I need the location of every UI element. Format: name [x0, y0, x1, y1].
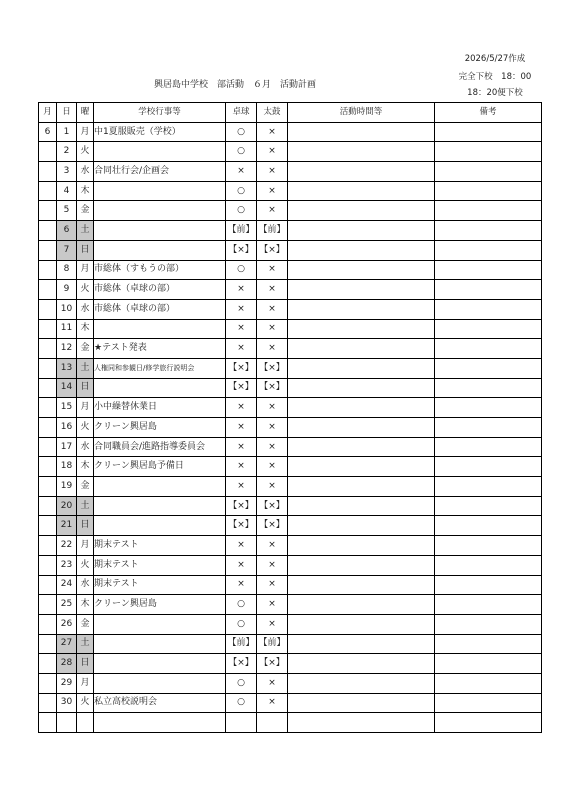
notes-cell	[435, 142, 542, 162]
taiko-cell: ×	[257, 122, 288, 142]
day-cell: 17	[57, 437, 77, 457]
notes-cell	[435, 378, 542, 398]
notes-cell	[435, 418, 542, 438]
month-cell	[39, 240, 57, 260]
day-cell: 9	[57, 280, 77, 300]
taiko-cell: ×	[257, 319, 288, 339]
weekday-cell: 木	[77, 319, 94, 339]
taiko-cell: ×	[257, 418, 288, 438]
table-row	[39, 536, 542, 556]
notes-cell	[435, 457, 542, 477]
activity-time-cell	[288, 673, 435, 693]
activity-time-cell	[288, 595, 435, 615]
event-cell	[94, 673, 226, 693]
taiko-cell: ×	[257, 536, 288, 556]
table-tennis-cell: 【×】	[226, 358, 257, 378]
table-tennis-cell: 【×】	[226, 516, 257, 536]
activity-time-cell	[288, 654, 435, 674]
event-cell	[94, 654, 226, 674]
weekday-cell: 水	[77, 162, 94, 182]
day-cell: 1	[57, 122, 77, 142]
taiko-cell: ×	[257, 477, 288, 497]
col-header-school-events: 学校行事等	[94, 103, 226, 123]
table-row	[39, 240, 542, 260]
day-cell: 25	[57, 595, 77, 615]
table-tennis-cell: ×	[226, 162, 257, 182]
table-row	[39, 673, 542, 693]
activity-time-cell	[288, 634, 435, 654]
weekday-cell: 火	[77, 142, 94, 162]
weekday-cell: 土	[77, 496, 94, 516]
table-tennis-cell: ×	[226, 418, 257, 438]
weekday-cell: 金	[77, 477, 94, 497]
activity-time-cell	[288, 614, 435, 634]
col-header-notes: 備考	[435, 103, 542, 123]
activity-time-cell	[288, 516, 435, 536]
day-cell: 20	[57, 496, 77, 516]
activity-time-cell	[288, 398, 435, 418]
col-header-day: 日	[57, 103, 77, 123]
weekday-cell: 木	[77, 181, 94, 201]
table-row	[39, 280, 542, 300]
month-cell	[39, 319, 57, 339]
table-tennis-cell: ○	[226, 201, 257, 221]
event-cell	[94, 614, 226, 634]
col-header-table-tennis: 卓球	[226, 103, 257, 123]
table-row	[39, 595, 542, 615]
month-cell	[39, 654, 57, 674]
table-row	[39, 358, 542, 378]
table-tennis-cell: ×	[226, 536, 257, 556]
activity-time-cell	[288, 536, 435, 556]
event-cell: クリーン興居島	[94, 595, 226, 615]
month-cell	[39, 536, 57, 556]
table-tennis-cell: 【×】	[226, 240, 257, 260]
table-tennis-cell: ○	[226, 693, 257, 713]
activity-time-cell	[288, 260, 435, 280]
table-tennis-cell: ×	[226, 477, 257, 497]
day-cell: 26	[57, 614, 77, 634]
day-cell: 3	[57, 162, 77, 182]
month-cell	[39, 221, 57, 241]
day-cell: 30	[57, 693, 77, 713]
activity-time-cell	[288, 240, 435, 260]
month-cell	[39, 398, 57, 418]
event-cell: 合同職員会/進路指導委員会	[94, 437, 226, 457]
taiko-cell: ×	[257, 595, 288, 615]
taiko-cell: ×	[257, 673, 288, 693]
table-tennis-cell: ○	[226, 142, 257, 162]
event-cell: 期末テスト	[94, 555, 226, 575]
table-tennis-cell: ×	[226, 457, 257, 477]
event-cell	[94, 240, 226, 260]
event-cell: 中1夏服販売（学校）	[94, 122, 226, 142]
notes-cell	[435, 496, 542, 516]
table-row	[39, 634, 542, 654]
activity-time-cell	[288, 437, 435, 457]
table-row	[39, 418, 542, 438]
month-cell	[39, 280, 57, 300]
taiko-cell: 【×】	[257, 378, 288, 398]
activity-time-cell	[288, 418, 435, 438]
taiko-cell: ×	[257, 181, 288, 201]
month-cell	[39, 693, 57, 713]
event-cell	[94, 319, 226, 339]
day-cell: 28	[57, 654, 77, 674]
taiko-cell: ×	[257, 398, 288, 418]
notes-cell	[435, 575, 542, 595]
month-cell	[39, 260, 57, 280]
table-row	[39, 201, 542, 221]
table-tennis-cell: ×	[226, 339, 257, 359]
col-header-activity-time: 活動時間等	[288, 103, 435, 123]
activity-time-cell	[288, 319, 435, 339]
weekday-cell: 土	[77, 634, 94, 654]
weekday-cell: 火	[77, 555, 94, 575]
blank-cell	[435, 713, 542, 733]
weekday-cell: 土	[77, 221, 94, 241]
table-tennis-cell: ○	[226, 673, 257, 693]
table-tennis-cell: ×	[226, 437, 257, 457]
weekday-cell: 日	[77, 654, 94, 674]
schedule-table	[38, 102, 542, 733]
table-row-blank	[39, 713, 542, 733]
day-cell: 5	[57, 201, 77, 221]
notes-cell	[435, 536, 542, 556]
col-header-month: 月	[39, 103, 57, 123]
month-cell	[39, 358, 57, 378]
table-tennis-cell: ×	[226, 398, 257, 418]
month-cell	[39, 418, 57, 438]
weekday-cell: 土	[77, 358, 94, 378]
activity-time-cell	[288, 477, 435, 497]
table-tennis-cell: ×	[226, 319, 257, 339]
page-title: 興居島中学校 部活動 ６月 活動計画	[153, 80, 316, 90]
activity-time-cell	[288, 142, 435, 162]
weekday-cell: 金	[77, 614, 94, 634]
activity-time-cell	[288, 201, 435, 221]
month-cell	[39, 437, 57, 457]
table-row	[39, 142, 542, 162]
event-cell	[94, 477, 226, 497]
event-cell	[94, 634, 226, 654]
table-tennis-cell: ○	[226, 122, 257, 142]
day-cell: 12	[57, 339, 77, 359]
notes-cell	[435, 240, 542, 260]
table-row	[39, 575, 542, 595]
blank-cell	[77, 713, 94, 733]
weekday-cell: 金	[77, 201, 94, 221]
activity-time-cell	[288, 358, 435, 378]
table-tennis-cell: ×	[226, 555, 257, 575]
notes-cell	[435, 221, 542, 241]
schedule-body	[39, 122, 542, 732]
table-row	[39, 398, 542, 418]
month-cell	[39, 339, 57, 359]
table-row	[39, 181, 542, 201]
taiko-cell: 【前】	[257, 634, 288, 654]
table-row	[39, 516, 542, 536]
weekday-cell: 月	[77, 673, 94, 693]
taiko-cell: ×	[257, 437, 288, 457]
month-cell	[39, 477, 57, 497]
day-cell: 11	[57, 319, 77, 339]
table-row	[39, 260, 542, 280]
table-tennis-cell: 【×】	[226, 378, 257, 398]
table-tennis-cell: ○	[226, 614, 257, 634]
day-cell: 8	[57, 260, 77, 280]
notes-cell	[435, 260, 542, 280]
event-cell: 合同壮行会/企画会	[94, 162, 226, 182]
table-tennis-cell: ×	[226, 575, 257, 595]
col-header-taiko: 太鼓	[257, 103, 288, 123]
weekday-cell: 火	[77, 418, 94, 438]
month-cell	[39, 378, 57, 398]
notes-cell	[435, 162, 542, 182]
blank-cell	[94, 713, 226, 733]
event-cell: 市総体（卓球の部）	[94, 299, 226, 319]
activity-time-cell	[288, 575, 435, 595]
day-cell: 27	[57, 634, 77, 654]
day-cell: 16	[57, 418, 77, 438]
day-cell: 21	[57, 516, 77, 536]
day-cell: 19	[57, 477, 77, 497]
departure-time-1: 完全下校 18：00	[458, 72, 532, 82]
table-tennis-cell: 【×】	[226, 496, 257, 516]
activity-time-cell	[288, 162, 435, 182]
month-cell	[39, 634, 57, 654]
table-row	[39, 555, 542, 575]
weekday-cell: 月	[77, 536, 94, 556]
taiko-cell: ×	[257, 614, 288, 634]
table-row	[39, 614, 542, 634]
activity-time-cell	[288, 339, 435, 359]
taiko-cell: ×	[257, 457, 288, 477]
notes-cell	[435, 339, 542, 359]
month-cell	[39, 299, 57, 319]
notes-cell	[435, 654, 542, 674]
table-row	[39, 162, 542, 182]
taiko-cell: 【×】	[257, 358, 288, 378]
table-row	[39, 319, 542, 339]
table-tennis-cell: ○	[226, 260, 257, 280]
weekday-cell: 火	[77, 280, 94, 300]
month-cell	[39, 575, 57, 595]
event-cell: 市総体（すもうの部）	[94, 260, 226, 280]
day-cell: 23	[57, 555, 77, 575]
month-cell	[39, 181, 57, 201]
month-cell: 6	[39, 122, 57, 142]
event-cell	[94, 378, 226, 398]
table-row	[39, 299, 542, 319]
notes-cell	[435, 319, 542, 339]
day-cell: 4	[57, 181, 77, 201]
event-cell: 小中繰替休業日	[94, 398, 226, 418]
event-cell	[94, 181, 226, 201]
table-tennis-cell: ○	[226, 595, 257, 615]
col-header-weekday: 曜	[77, 103, 94, 123]
notes-cell	[435, 280, 542, 300]
blank-cell	[57, 713, 77, 733]
activity-time-cell	[288, 378, 435, 398]
activity-time-cell	[288, 496, 435, 516]
event-cell: クリーン興居島予備日	[94, 457, 226, 477]
event-cell: ★テスト発表	[94, 339, 226, 359]
created-date: 2026/5/27作成	[464, 54, 526, 64]
event-cell: クリーン興居島	[94, 418, 226, 438]
weekday-cell: 木	[77, 457, 94, 477]
table-row	[39, 221, 542, 241]
event-cell: 期末テスト	[94, 536, 226, 556]
weekday-cell: 日	[77, 516, 94, 536]
notes-cell	[435, 477, 542, 497]
activity-time-cell	[288, 299, 435, 319]
table-row	[39, 693, 542, 713]
weekday-cell: 月	[77, 122, 94, 142]
blank-cell	[39, 713, 57, 733]
taiko-cell: ×	[257, 693, 288, 713]
notes-cell	[435, 673, 542, 693]
notes-cell	[435, 516, 542, 536]
month-cell	[39, 142, 57, 162]
taiko-cell: ×	[257, 299, 288, 319]
month-cell	[39, 673, 57, 693]
month-cell	[39, 614, 57, 634]
taiko-cell: 【×】	[257, 654, 288, 674]
departure-time-2: 18：20便下校	[467, 88, 523, 98]
month-cell	[39, 516, 57, 536]
day-cell: 7	[57, 240, 77, 260]
month-cell	[39, 457, 57, 477]
event-cell	[94, 516, 226, 536]
activity-time-cell	[288, 221, 435, 241]
table-row	[39, 477, 542, 497]
day-cell: 6	[57, 221, 77, 241]
table-tennis-cell: ×	[226, 299, 257, 319]
event-cell: 私立高校説明会	[94, 693, 226, 713]
table-tennis-cell: 【前】	[226, 634, 257, 654]
taiko-cell: ×	[257, 201, 288, 221]
day-cell: 10	[57, 299, 77, 319]
table-row	[39, 122, 542, 142]
taiko-cell: ×	[257, 280, 288, 300]
taiko-cell: ×	[257, 260, 288, 280]
activity-time-cell	[288, 122, 435, 142]
month-cell	[39, 555, 57, 575]
notes-cell	[435, 634, 542, 654]
notes-cell	[435, 614, 542, 634]
taiko-cell: ×	[257, 575, 288, 595]
day-cell: 14	[57, 378, 77, 398]
month-cell	[39, 162, 57, 182]
weekday-cell: 月	[77, 260, 94, 280]
table-row	[39, 496, 542, 516]
table-row	[39, 378, 542, 398]
event-cell	[94, 496, 226, 516]
taiko-cell: 【×】	[257, 496, 288, 516]
taiko-cell: 【×】	[257, 240, 288, 260]
activity-time-cell	[288, 457, 435, 477]
event-cell: 人権同和参観日/修学旅行説明会	[94, 358, 226, 378]
weekday-cell: 水	[77, 437, 94, 457]
blank-cell	[257, 713, 288, 733]
notes-cell	[435, 437, 542, 457]
taiko-cell: ×	[257, 162, 288, 182]
activity-time-cell	[288, 280, 435, 300]
notes-cell	[435, 122, 542, 142]
day-cell: 22	[57, 536, 77, 556]
weekday-cell: 木	[77, 595, 94, 615]
event-cell	[94, 201, 226, 221]
activity-time-cell	[288, 693, 435, 713]
notes-cell	[435, 299, 542, 319]
weekday-cell: 日	[77, 378, 94, 398]
notes-cell	[435, 358, 542, 378]
day-cell: 29	[57, 673, 77, 693]
day-cell: 18	[57, 457, 77, 477]
day-cell: 2	[57, 142, 77, 162]
event-cell: 市総体（卓球の部）	[94, 280, 226, 300]
table-tennis-cell: ×	[226, 280, 257, 300]
day-cell: 24	[57, 575, 77, 595]
day-cell: 13	[57, 358, 77, 378]
weekday-cell: 水	[77, 575, 94, 595]
weekday-cell: 月	[77, 398, 94, 418]
blank-cell	[226, 713, 257, 733]
month-cell	[39, 595, 57, 615]
table-tennis-cell: ○	[226, 181, 257, 201]
taiko-cell: ×	[257, 555, 288, 575]
taiko-cell: 【前】	[257, 221, 288, 241]
header-row	[39, 103, 542, 123]
taiko-cell: 【×】	[257, 516, 288, 536]
event-cell	[94, 221, 226, 241]
notes-cell	[435, 181, 542, 201]
notes-cell	[435, 595, 542, 615]
notes-cell	[435, 398, 542, 418]
table-row	[39, 654, 542, 674]
table-row	[39, 437, 542, 457]
month-cell	[39, 201, 57, 221]
table-row	[39, 339, 542, 359]
weekday-cell: 火	[77, 693, 94, 713]
weekday-cell: 金	[77, 339, 94, 359]
table-row	[39, 457, 542, 477]
weekday-cell: 日	[77, 240, 94, 260]
month-cell	[39, 496, 57, 516]
event-cell	[94, 142, 226, 162]
activity-time-cell	[288, 555, 435, 575]
weekday-cell: 水	[77, 299, 94, 319]
blank-cell	[288, 713, 435, 733]
table-tennis-cell: 【×】	[226, 654, 257, 674]
taiko-cell: ×	[257, 142, 288, 162]
notes-cell	[435, 201, 542, 221]
activity-time-cell	[288, 181, 435, 201]
taiko-cell: ×	[257, 339, 288, 359]
day-cell: 15	[57, 398, 77, 418]
event-cell: 期末テスト	[94, 575, 226, 595]
table-tennis-cell: 【前】	[226, 221, 257, 241]
notes-cell	[435, 693, 542, 713]
notes-cell	[435, 555, 542, 575]
